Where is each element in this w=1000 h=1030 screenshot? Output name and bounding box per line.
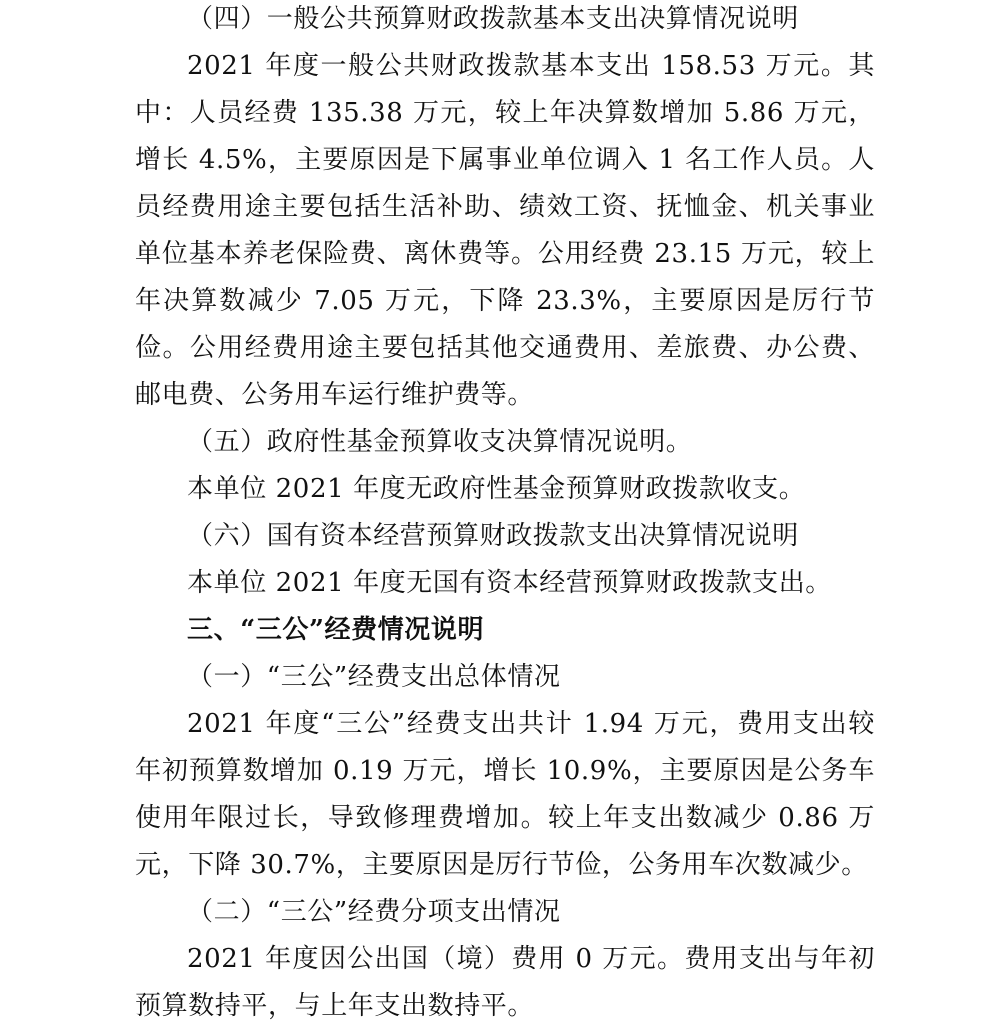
document-body: [135, 0, 875, 1030]
paragraph-basic-expenditure: 2021 年度一般公共财政拨款基本支出 158.53 万元。其中：人员经费 135.38 万元，较上年决算数增加 5.86 万元，增长 4.5%，主要原因是下属事业单位调入 1 名工作人员。人员经费用途主要包括生活补助、绩效工资、抚恤金、机关事业单位基本养老保险费、离休费等。公用经费 23.15 万元，较上年决算数减少 7.05 万元，下降 23.3%，主要原因是厉行节俭。公用经费用途主要包括其他交通费用、差旅费、办公费、邮电费、公务用车运行维护费等。: [135, 51, 875, 410]
paragraph-government-fund: 本单位 2021 年度无政府性基金预算财政拨款收支。: [187, 474, 806, 504]
subsection-heading-1: （一）“三公”经费支出总体情况: [187, 662, 561, 692]
section-heading-4: （四）一般公共预算财政拨款基本支出决算情况说明: [187, 4, 799, 34]
part-three-title: 三、“三公”经费情况说明: [187, 615, 485, 645]
paragraph-three-public-items: 2021 年度因公出国（境）费用 0 万元。费用支出与年初预算数持平，与上年支出数持平。: [135, 944, 875, 1021]
section-heading-5: （五）政府性基金预算收支决算情况说明。: [187, 427, 693, 457]
subsection-heading-2: （二）“三公”经费分项支出情况: [187, 897, 561, 927]
paragraph-three-public-overall: 2021 年度“三公”经费支出共计 1.94 万元，费用支出较年初预算数增加 0.19 万元，增长 10.9%，主要原因是公务车使用年限过长，导致修理费增加。较上年支出数减少 0.86 万元，下降 30.7%，主要原因是厉行节俭，公务用车次数减少。: [135, 709, 875, 880]
section-heading-6: （六）国有资本经营预算财政拨款支出决算情况说明: [187, 521, 799, 551]
paragraph-state-capital: 本单位 2021 年度无国有资本经营预算财政拨款支出。: [187, 568, 832, 598]
